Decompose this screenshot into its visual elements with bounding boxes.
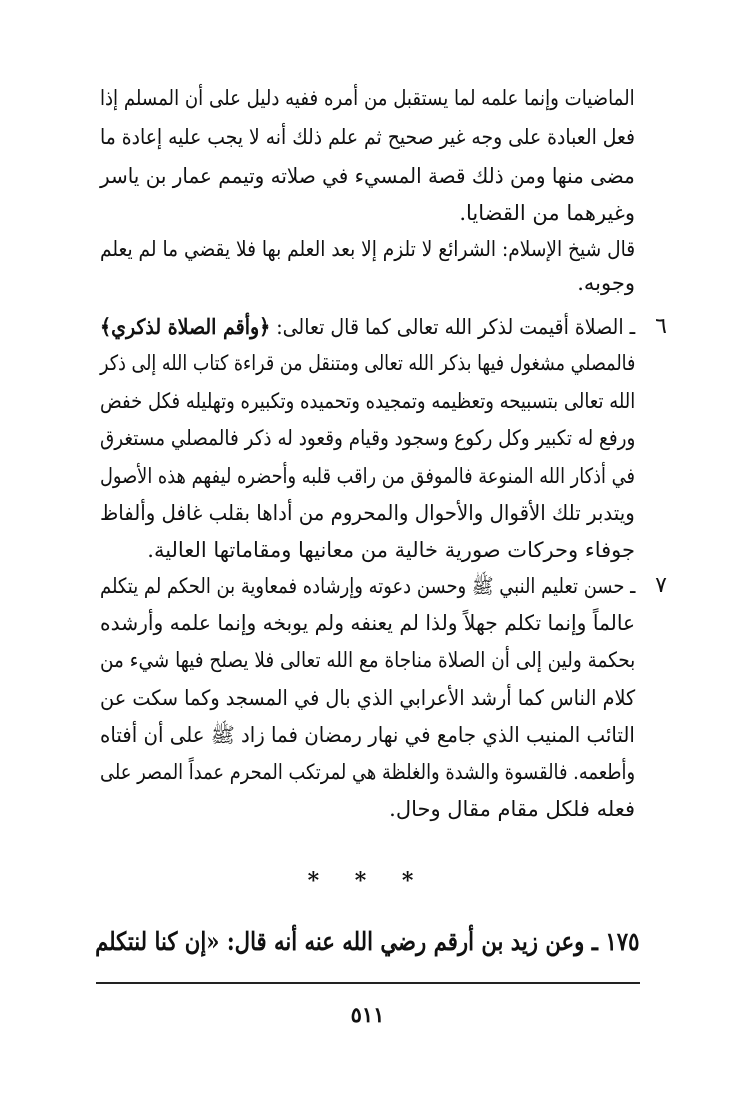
paragraph-1-line-2: فعل العبادة على وجه غير صحيح ثم علم ذلك أنه لا يجب عليه إعادة ما: [99, 125, 635, 149]
section-separator: * * *: [307, 868, 428, 894]
paragraph-1-line-3: مضى منها ومن ذلك قصة المسيء في صلاته وتيمم عمار بن ياسر: [100, 164, 635, 188]
item-6-line-2: فالمصلي مشغول فيها بذكر الله تعالى ومتنقل من قراءة كتاب الله إلى ذكر: [99, 351, 635, 375]
item-6-line-6: ويتدبر تلك الأقوال والأحوال والمحروم من أداها بقلب غافل وألفاظ: [100, 501, 635, 525]
item-6-line-5: في أذكار الله المنوعة فالموفق من راقب قلبه وأحضره ليفهم هذه الأصول: [100, 464, 635, 488]
paragraph-1-line-4: وغيرهما من القضايا.: [459, 201, 635, 225]
item-6-line-3: الله تعالى بتسبيحه وتعظيمه وتمجيده وتحميده وتكبيره وتهليله فكل خفض: [99, 389, 635, 413]
item-7-line-1: ـ حسن تعليم النبي ﷺ وحسن دعوته وإرشاده فمعاوية بن الحكم لم يتكلم: [99, 574, 635, 598]
item-6-line-1-text: ـ الصلاة أقيمت لذكر الله تعالى كما قال تعالى:: [276, 315, 635, 339]
item-7-line-4: كلام الناس كما أرشد الأعرابي الذي بال في المسجد وكما سكت عن: [99, 686, 635, 710]
quran-verse: ﴿وأقم الصلاة لذكري﴾: [99, 314, 271, 339]
item-7-number: ٧: [655, 573, 667, 598]
item-6-line-7: جوفاء وحركات صورية خالية من معانيها ومقاماتها العالية.: [147, 538, 635, 562]
paragraph-1-line-1: الماضيات وإنما علمه لما يستقبل من أمره ففيه دليل على أن المسلم إذا: [100, 86, 635, 110]
footer-rule: [96, 982, 640, 984]
item-7-line-6: وأطعمه. فالقسوة والشدة والغلظة هي لمرتكب المحرم عمداً المصر على: [99, 760, 635, 784]
paragraph-2-line-2: وجوبه.: [577, 271, 635, 295]
item-7-line-3: بحكمة ولين إلى أن الصلاة مناجاة مع الله تعالى فلا يصلح فيها شيء من: [99, 648, 635, 672]
hadith-line: ١٧٥ ـ وعن زيد بن أرقم رضي الله عنه أنه قال: «إن كنا لنتكلم: [94, 927, 639, 956]
item-6-line-4: ورفع له تكبير وكل ركوع وسجود وقيام وقعود له ذكر فالمصلي مستغرق: [99, 426, 635, 450]
paragraph-2-line-1: قال شيخ الإسلام: الشرائع لا تلزم إلا بعد العلم بها فلا يقضي ما لم يعلم: [99, 237, 635, 261]
page-number: ٥١١: [350, 1002, 385, 1027]
item-6-line-1: [100, 312, 635, 342]
item-7-line-2: عالماً وإنما تكلم جهلاً ولذا لم يعنفه ولم يوبخه وإنما علمه وأرشده: [99, 611, 635, 635]
item-6-number: ٦: [655, 314, 667, 339]
item-7-line-7: فعله فلكل مقام مقال وحال.: [389, 797, 635, 821]
item-7-line-5: التائب المنيب الذي جامع في نهار رمضان فما زاد ﷺ على أن أفتاه: [100, 723, 635, 747]
